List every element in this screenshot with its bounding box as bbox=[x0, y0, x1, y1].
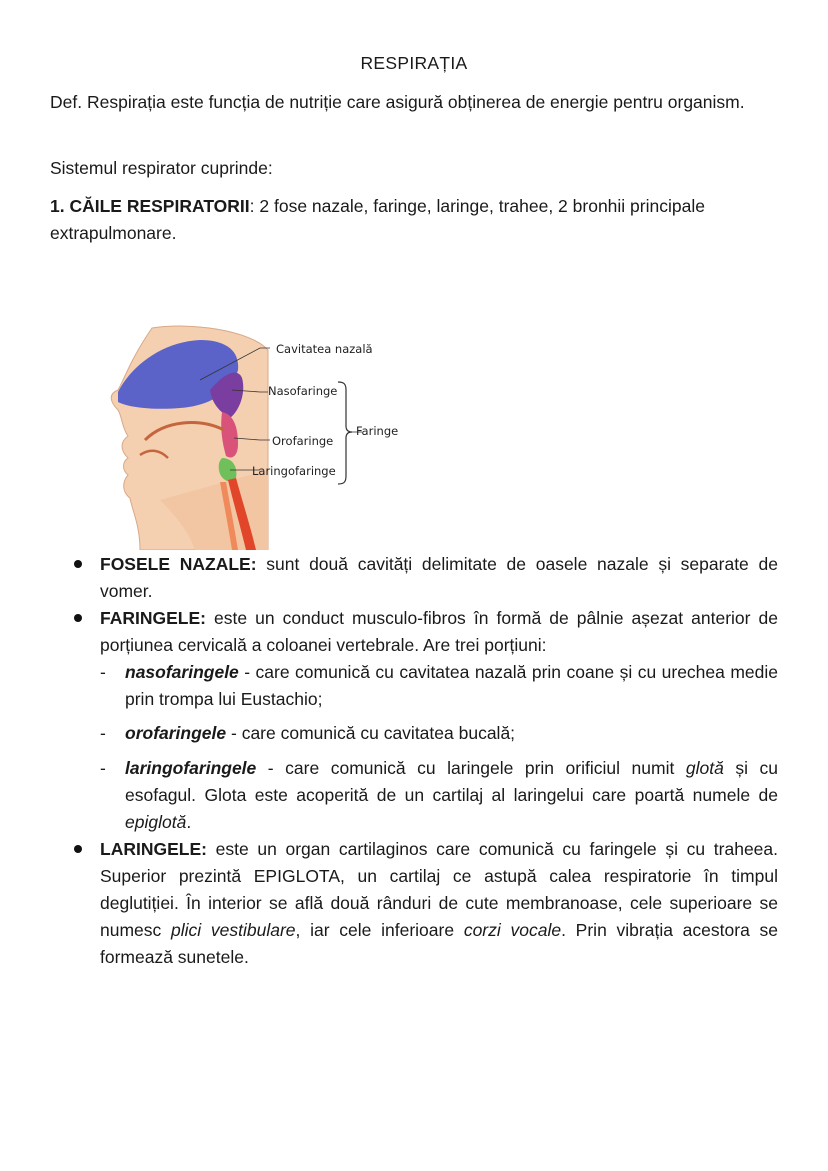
label-nasal-cavity: Cavitatea nazală bbox=[276, 342, 373, 356]
text-laringofaringele-3: . bbox=[186, 812, 192, 832]
term-glota: glotă bbox=[685, 758, 724, 778]
term-laringele: LARINGELE: bbox=[100, 839, 207, 859]
text-laringofaringele-1: - care comunică cu laringele prin orificiul numit bbox=[256, 758, 686, 778]
definition-paragraph bbox=[50, 89, 750, 116]
text-laringele-2: , iar cele inferioare bbox=[295, 920, 464, 940]
sub-item-orofaringele bbox=[125, 720, 778, 747]
term-orofaringele: orofaringele bbox=[125, 723, 227, 743]
term-epiglota: epiglotă bbox=[125, 812, 187, 832]
text-laringele-3: . Prin vibrația acestora se formează sunetele. bbox=[100, 920, 779, 967]
dash-marker: - bbox=[100, 662, 106, 682]
list-item-faringele bbox=[100, 605, 778, 659]
section-respiratory-tract bbox=[50, 193, 730, 247]
term-corzi: corzi vocale bbox=[463, 920, 562, 940]
sub-item-nasofaringele bbox=[125, 659, 778, 713]
dash-marker: - bbox=[100, 723, 106, 743]
section-text: : 2 fose nazale, faringe, laringe, trahee, 2 bronhii principale extrapulmonare. bbox=[50, 196, 705, 243]
text-orofaringele: - care comunică cu cavitatea bucală; bbox=[226, 723, 516, 743]
dash-marker: - bbox=[100, 758, 106, 778]
label-nasopharynx: Nasofaringe bbox=[268, 384, 338, 398]
bullet-icon bbox=[74, 560, 82, 568]
label-oropharynx: Orofaringe bbox=[272, 434, 334, 448]
term-laringofaringele: laringofaringele bbox=[125, 758, 257, 778]
text-laringele-1: este un organ cartilaginos care comunică cu faringele și cu traheea. Superior prezintă EPIGLOTA, un cartilaj ce astupă calea respiratorie în timpul deglutiției. În interior se află două rânduri de cute membranoase, cele superioare se numesc bbox=[100, 839, 778, 940]
sub-item-laringofaringele bbox=[125, 755, 778, 836]
bullet-icon bbox=[74, 614, 82, 622]
term-fosele: FOSELE NAZALE: bbox=[100, 554, 257, 574]
pharynx-brace bbox=[338, 382, 352, 484]
text-laringofaringele-2: și cu esofagul. Glota este acoperită de un cartilaj al laringelui care poartă numele de bbox=[125, 758, 778, 805]
term-faringele: FARINGELE: bbox=[100, 608, 206, 628]
list-item-laringele bbox=[100, 836, 778, 971]
label-pharynx: Faringe bbox=[356, 424, 399, 438]
term-nasofaringele: nasofaringele bbox=[125, 662, 239, 682]
label-laryngopharynx: Laringofaringe bbox=[252, 464, 336, 478]
pharynx-diagram bbox=[100, 320, 410, 550]
definition-lead: Def. bbox=[50, 92, 83, 112]
page-title: RESPIRAȚIA bbox=[360, 53, 468, 73]
section-heading: 1. CĂILE RESPIRATORII bbox=[50, 196, 250, 216]
text-fosele: sunt două cavități delimitate de oasele nazale și separate de vomer. bbox=[100, 554, 778, 601]
text-nasofaringele: - care comunică cu cavitatea nazală prin coane și cu urechea medie prin trompa lui Eustachio; bbox=[125, 662, 778, 709]
system-intro: Sistemul respirator cuprinde: bbox=[50, 158, 273, 178]
bullet-icon bbox=[74, 845, 82, 853]
definition-text: Respirația este funcția de nutriție care asigură obținerea de energie pentru organism. bbox=[86, 92, 745, 112]
text-faringele: este un conduct musculo-fibros în formă de pâlnie așezat anterior de porțiunea cervicală a coloanei vertebrale. Are trei porțiuni: bbox=[100, 608, 778, 655]
list-item-fosele bbox=[100, 551, 778, 605]
term-plici: plici vestibulare bbox=[171, 920, 296, 940]
